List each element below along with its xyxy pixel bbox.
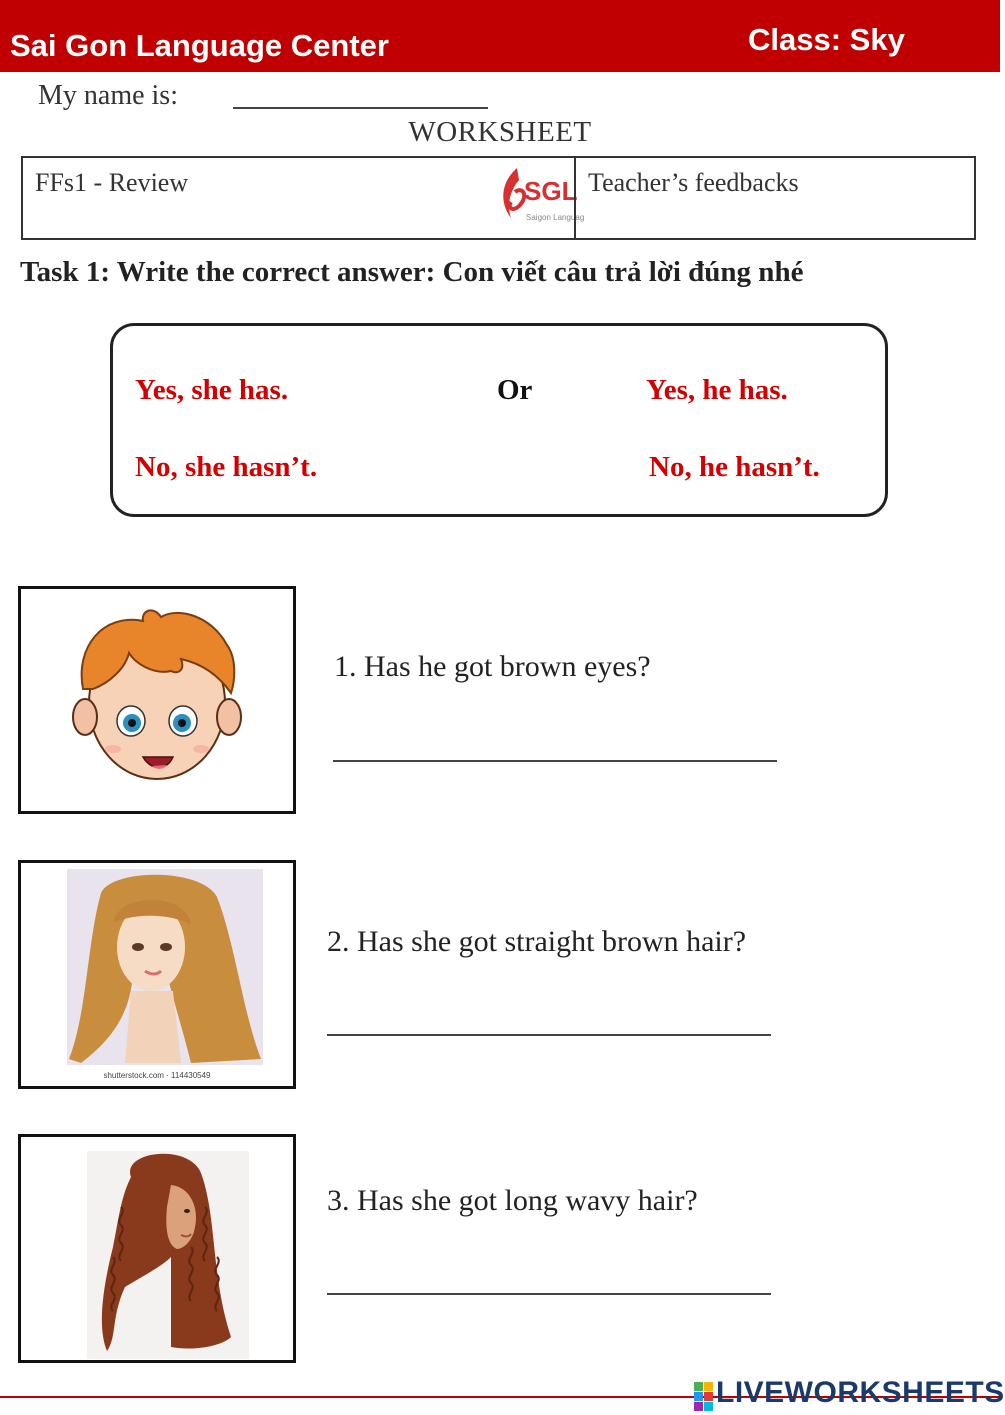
girl-straight-hair-image <box>18 860 296 1089</box>
answer-line-2[interactable] <box>327 1034 771 1036</box>
question-3: 3. Has she got long wavy hair? <box>327 1184 698 1217</box>
liveworksheets-brand <box>694 1376 1005 1415</box>
worksheet-title: WORKSHEET <box>408 116 592 148</box>
name-input-line[interactable] <box>233 107 488 109</box>
answer-line-1[interactable] <box>333 760 777 762</box>
logo-subtext: Saigon Languag <box>526 213 585 222</box>
answer-he-no: No, he hasn’t. <box>649 451 820 483</box>
header-bar <box>0 0 1000 72</box>
answer-line-3[interactable] <box>327 1293 771 1295</box>
center-name: Sai Gon Language Center <box>10 28 389 63</box>
answer-she-no: No, she hasn’t. <box>135 451 318 483</box>
image-watermark: shutterstock.com · 114430549 <box>103 1071 211 1080</box>
woman-curly-hair-illustration <box>21 1137 293 1360</box>
question-2: 2. Has she got straight brown hair? <box>327 925 747 958</box>
girl-straight-hair-illustration <box>21 863 293 1086</box>
answer-options-box <box>110 323 888 517</box>
info-table <box>21 156 976 240</box>
boy-face-illustration <box>21 589 293 811</box>
info-divider <box>574 158 576 238</box>
class-label: Class: Sky <box>748 22 905 57</box>
answer-she-yes: Yes, she has. <box>135 374 289 406</box>
sgl-logo <box>497 162 585 228</box>
logo-text: SGL <box>524 176 578 206</box>
liveworksheets-text: LIVEWORKSHEETS <box>716 1376 1005 1409</box>
question-1: 1. Has he got brown eyes? <box>334 650 651 683</box>
lesson-label: FFs1 - Review <box>35 168 189 197</box>
answer-he-yes: Yes, he has. <box>646 374 788 406</box>
liveworksheets-logo-icon <box>694 1382 714 1412</box>
boy-face-image <box>18 586 296 814</box>
feedback-label: Teacher’s feedbacks <box>588 168 799 197</box>
answer-or: Or <box>497 374 533 406</box>
woman-curly-hair-image <box>18 1134 296 1363</box>
task-title: Task 1: Write the correct answer: Con viết câu trả lời đúng nhé <box>20 256 804 288</box>
name-label: My name is: <box>38 80 178 111</box>
